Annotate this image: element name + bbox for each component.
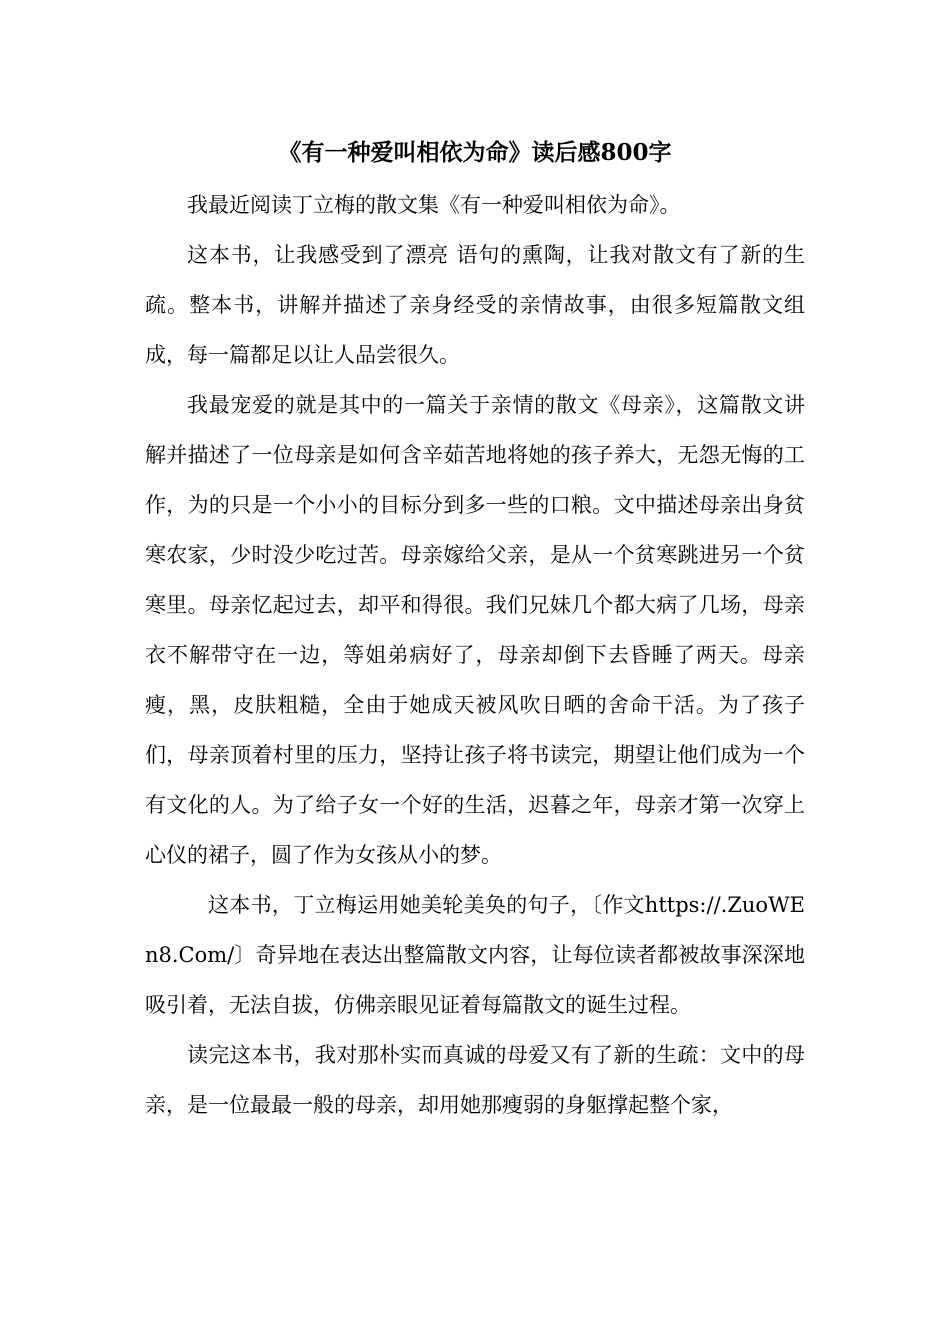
paragraph-writing-style: 这本书，丁立梅运用她美轮美奂的句子，〔作文https://.ZuoWEn8.Com/〕奇异地在表达出整篇散文内容，让每位读者都被故事深深地吸引着，无法自拔，仿佛亲眼见证着每篇散文的诞生过程。 xyxy=(145,893,805,1017)
document-title: 《有一种爱叫相依为命》读后感800字 xyxy=(278,139,672,166)
document-body xyxy=(145,180,805,1130)
paragraph-mother: 我最宠爱的就是其中的一篇关于亲情的散文《母亲》，这篇散文讲解并描述了一位母亲是如何含辛茹苦地将她的孩子养大，无怨无悔的工作，为的只是一个小小的目标分到多一些的口粮。文中描述母亲出身贫寒农家，少时没少吃过苦。母亲嫁给父亲，是从一个贫寒跳进另一个贫寒里。母亲忆起过去，却平和得很。我们兄妹几个都大病了几场，母亲衣不解带守在一边，等姐弟病好了，母亲却倒下去昏睡了两天。母亲瘦，黑，皮肤粗糙，全由于她成天被风吹日晒的舍命干活。为了孩子们，母亲顶着村里的压力，坚持让孩子将书读完，期望让他们成为一个有文化的人。为了给子女一个好的生活，迟暮之年，母亲才第一次穿上心仪的裙子，圆了作为女孩从小的梦。 xyxy=(145,393,805,867)
paragraph-intro: 我最近阅读丁立梅的散文集《有一种爱叫相依为命》。 xyxy=(187,193,681,217)
paragraph-impression: 这本书，让我感受到了漂亮 语句的熏陶，让我对散文有了新的生疏。整本书，讲解并描述了亲身经受的亲情故事，由很多短篇散文组成，每一篇都足以让人品尝很久。 xyxy=(145,243,805,367)
paragraph-reflection: 读完这本书，我对那朴实而真诚的母爱又有了新的生疏：文中的母亲，是一位最最一般的母亲，却用她那瘦弱的身躯撑起整个家， xyxy=(145,1043,805,1117)
